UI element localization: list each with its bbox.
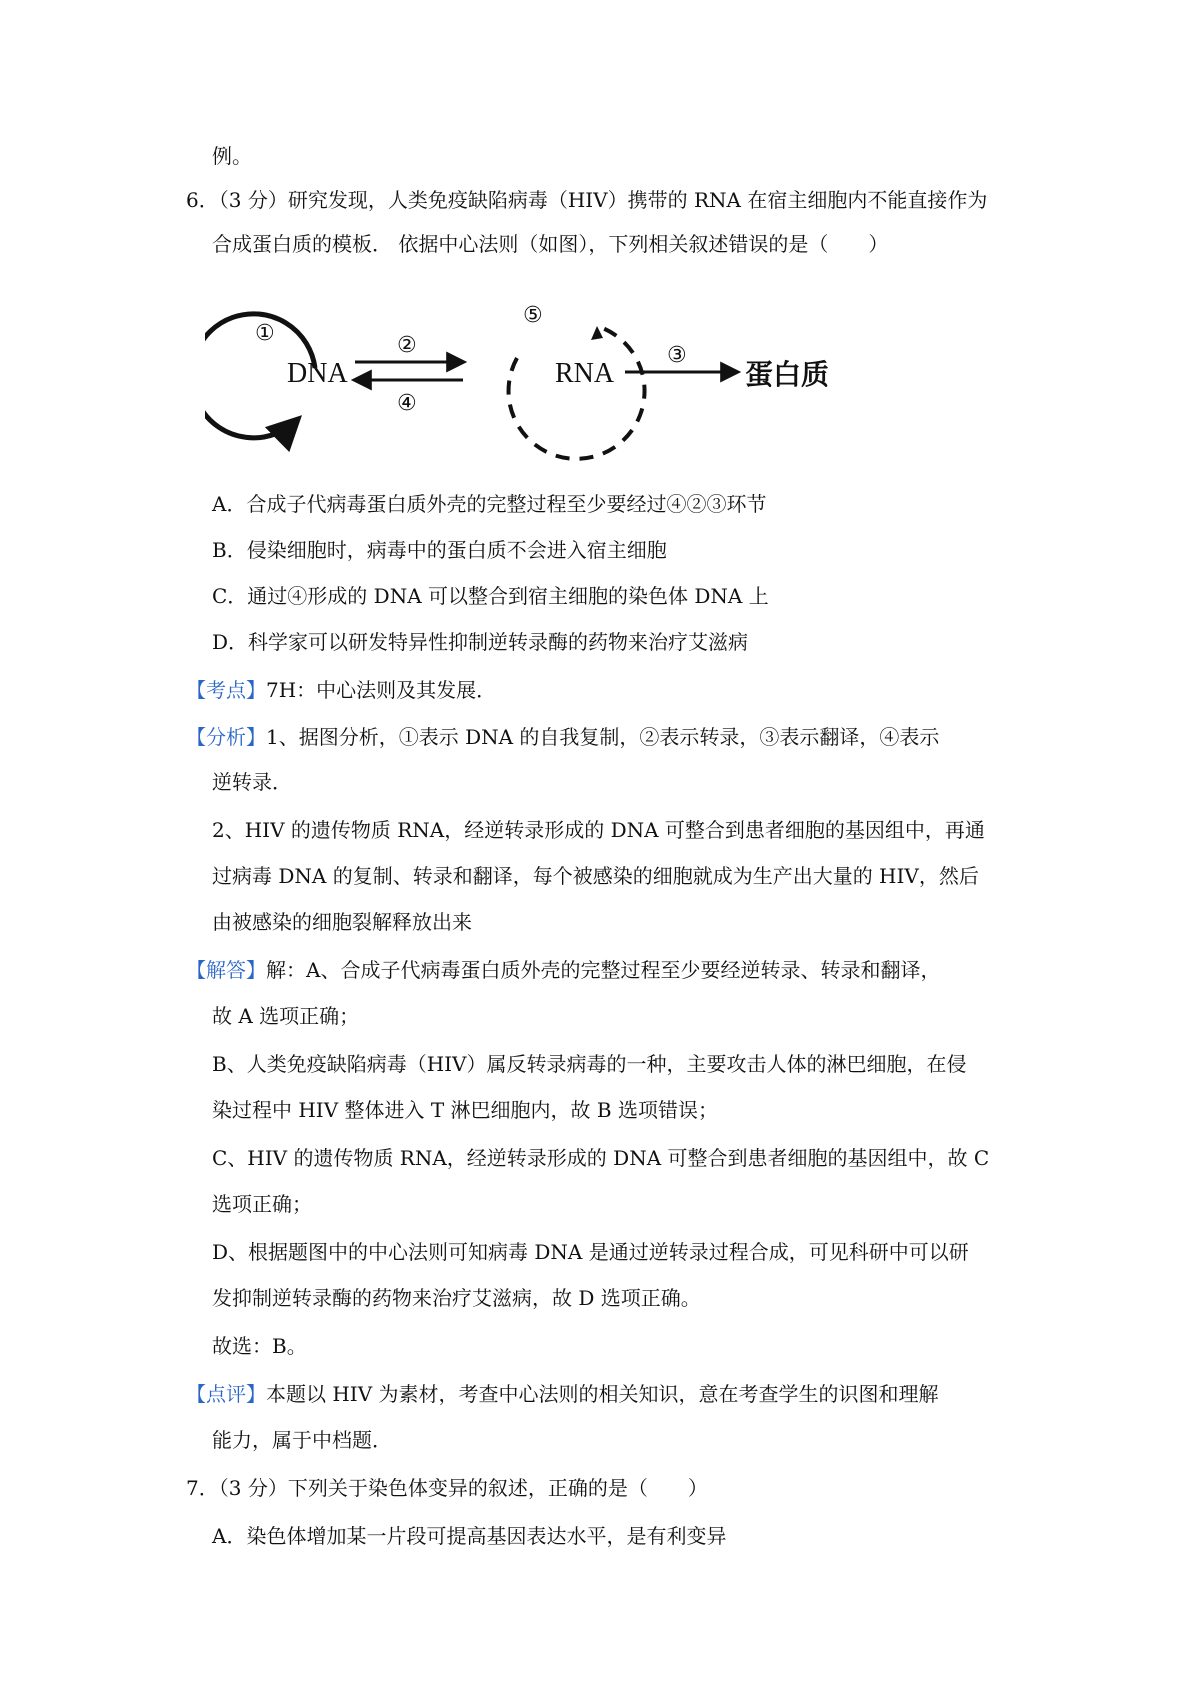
dna-label: DNA <box>287 358 348 389</box>
dianping-text-2: 能力，属于中档题． <box>212 1428 392 1452</box>
jieda-line-1 <box>186 956 940 984</box>
fenxi-line-1 <box>186 723 939 751</box>
label-1: ① <box>255 321 275 346</box>
option-c: C．通过④形成的 DNA 可以整合到宿主细胞的染色体 DNA 上 <box>212 584 769 608</box>
protein-label: 蛋白质 <box>745 358 830 391</box>
jieda-text-6: 选项正确； <box>212 1192 312 1216</box>
jieda-text-9: 故选：B。 <box>212 1334 307 1358</box>
jieda-tag: 【解答】 <box>186 958 266 982</box>
jieda-text-2: 故 A 选项正确； <box>212 1004 360 1028</box>
fenxi-text-3: 2、HIV 的遗传物质 RNA，经逆转录形成的 DNA 可整合到患者细胞的基因组中，再通 <box>212 818 985 842</box>
label-2: ② <box>397 333 417 358</box>
rna-replication-arrow-head <box>591 326 603 340</box>
jieda-text-4: 染过程中 HIV 整体进入 T 淋巴细胞内，故 B 选项错误； <box>212 1098 718 1122</box>
option-d: D．科学家可以研发特异性抑制逆转录酶的药物来治疗艾滋病 <box>212 630 749 654</box>
kaodian-text: 7H：中心法则及其发展． <box>266 678 497 702</box>
question-6-stem-2: 合成蛋白质的模板． 依据中心法则（如图），下列相关叙述错误的是（ ） <box>212 232 889 256</box>
fenxi-text-2: 逆转录． <box>212 770 292 794</box>
kaodian-tag: 【考点】 <box>186 678 266 702</box>
fenxi-text-1: 1、据图分析，①表示 DNA 的自我复制，②表示转录，③表示翻译，④表示 <box>266 725 940 749</box>
question-6-number: 6． <box>186 188 219 212</box>
fenxi-tag: 【分析】 <box>186 725 266 749</box>
jieda-text-8: 发抑制逆转录酶的药物来治疗艾滋病，故 D 选项正确。 <box>212 1286 701 1310</box>
dianping-text-1: 本题以 HIV 为素材，考查中心法则的相关知识，意在考查学生的识图和理解 <box>266 1382 939 1406</box>
jieda-text-5: C、HIV 的遗传物质 RNA，经逆转录形成的 DNA 可整合到患者细胞的基因组中，故 C <box>212 1146 990 1170</box>
option-b: B．侵染细胞时，病毒中的蛋白质不会进入宿主细胞 <box>212 538 667 562</box>
question-7-stem: （3 分）下列关于染色体变异的叙述，正确的是（ ） <box>218 1476 708 1500</box>
question-6-line-1 <box>186 186 987 214</box>
label-4: ④ <box>397 391 417 416</box>
question-7-number: 7． <box>186 1476 219 1500</box>
question-6-stem-1: （3 分）研究发现，人类免疫缺陷病毒（HIV）携带的 RNA 在宿主细胞内不能直接作为 <box>218 188 988 212</box>
rna-replication-arrow <box>509 326 645 459</box>
label-5: ⑤ <box>523 303 543 328</box>
jieda-text-1: 解：A、合成子代病毒蛋白质外壳的完整过程至少要经逆转录、转录和翻译， <box>266 958 941 982</box>
option-a: A．合成子代病毒蛋白质外壳的完整过程至少要经过④②③环节 <box>212 492 767 516</box>
question-7-line-1 <box>186 1474 708 1502</box>
dianping-line-1 <box>186 1380 939 1408</box>
fenxi-text-4: 过病毒 DNA 的复制、转录和翻译，每个被感染的细胞就成为生产出大量的 HIV，然后 <box>212 864 979 888</box>
rna-label: RNA <box>555 358 615 389</box>
jieda-text-7: D、根据题图中的中心法则可知病毒 DNA 是通过逆转录过程合成，可见科研中可以研 <box>212 1240 969 1264</box>
label-3: ③ <box>667 343 687 368</box>
question-7-option-a: A．染色体增加某一片段可提高基因表达水平，是有利变异 <box>212 1524 727 1548</box>
fenxi-text-5: 由被感染的细胞裂解释放出来 <box>212 910 472 934</box>
dianping-tag: 【点评】 <box>186 1382 266 1406</box>
jieda-text-3: B、人类免疫缺陷病毒（HIV）属反转录病毒的一种，主要攻击人体的淋巴细胞，在侵 <box>212 1052 967 1076</box>
kaodian-line <box>186 676 496 704</box>
prev-answer-tail: 例。 <box>212 144 252 168</box>
central-dogma-diagram <box>205 300 925 470</box>
